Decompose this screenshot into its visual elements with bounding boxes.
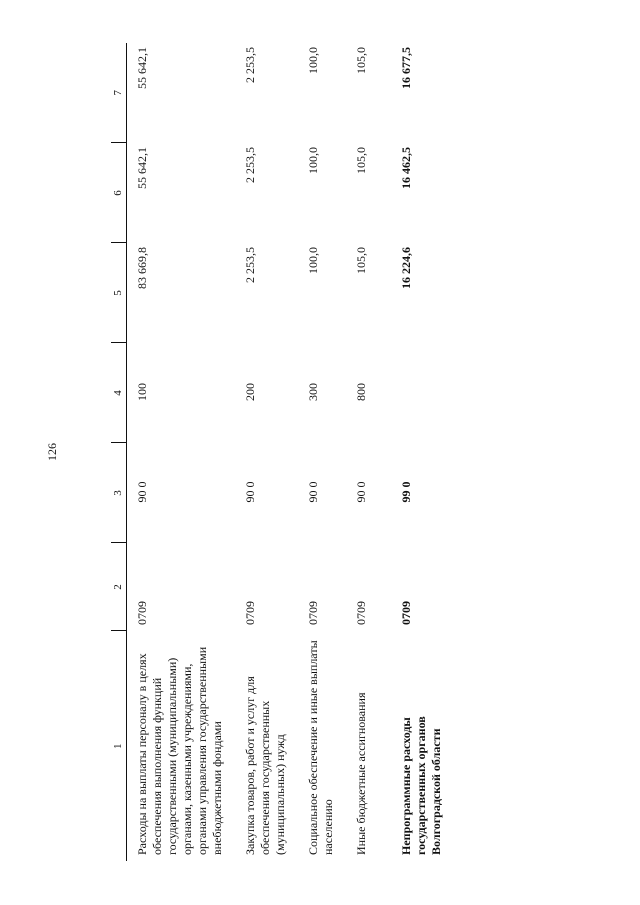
row-name: Иные бюджетные ассигнования — [354, 692, 368, 855]
row-name: Непрограммные расходы государственных органов Волгоградской области — [399, 716, 443, 855]
amount-col6: 100,0 — [306, 147, 320, 174]
section-code: 0709 — [306, 601, 320, 625]
section-code: 0709 — [399, 601, 413, 625]
expense-type: 100 — [135, 383, 149, 401]
expense-type: 300 — [306, 383, 320, 401]
amount-col7: 2 253,5 — [243, 47, 257, 83]
budget-table-sheet — [111, 43, 529, 861]
column-header-2: 2 — [111, 543, 127, 631]
amount-col7: 100,0 — [306, 47, 320, 74]
column-header-4: 4 — [111, 343, 127, 443]
amount-col6: 55 642,1 — [135, 147, 149, 189]
table-row — [127, 43, 226, 861]
table-row — [288, 43, 336, 861]
amount-col6: 2 253,5 — [243, 147, 257, 183]
amount-col6: 16 462,5 — [399, 147, 413, 189]
column-header-5: 5 — [111, 243, 127, 343]
target-article: 90 0 — [354, 481, 368, 503]
column-header-6: 6 — [111, 143, 127, 243]
row-name: Социальное обеспечение и иные выплаты населению — [306, 640, 335, 855]
amount-col5: 100,0 — [306, 247, 320, 274]
section-code: 0709 — [243, 601, 257, 625]
budget-table — [111, 43, 444, 861]
column-header-1: 1 — [111, 631, 127, 861]
header-row — [111, 43, 127, 861]
column-header-3: 3 — [111, 443, 127, 543]
amount-col6: 105,0 — [354, 147, 368, 174]
section-code: 0709 — [135, 601, 149, 625]
table-row — [336, 43, 369, 861]
column-header-7: 7 — [111, 43, 127, 143]
section-code: 0709 — [354, 601, 368, 625]
amount-col5: 16 224,6 — [399, 247, 413, 289]
expense-type: 800 — [354, 383, 368, 401]
amount-col5: 83 669,8 — [135, 247, 149, 289]
amount-col5: 2 253,5 — [243, 247, 257, 283]
amount-col7: 55 642,1 — [135, 47, 149, 89]
table-row-total — [369, 43, 444, 861]
amount-col7: 16 677,5 — [399, 47, 413, 89]
target-article: 90 0 — [243, 481, 257, 503]
amount-col7: 105,0 — [354, 47, 368, 74]
table-row — [225, 43, 288, 861]
row-name: Расходы на выплаты персоналу в целях обеспечения выполнения функций государственными (муниципальными) органами, казенными учреждениями, органами управления государственными внебюджетными фондами — [135, 646, 224, 855]
target-article: 90 0 — [306, 481, 320, 503]
expense-type — [369, 343, 444, 443]
amount-col5: 105,0 — [354, 247, 368, 274]
page-number: 126 — [45, 443, 59, 461]
row-name: Закупка товаров, работ и услуг для обеспечения государственных (муниципальных) нужд — [243, 676, 287, 855]
target-article: 99 0 — [399, 481, 413, 503]
target-article: 90 0 — [135, 481, 149, 503]
expense-type: 200 — [243, 383, 257, 401]
